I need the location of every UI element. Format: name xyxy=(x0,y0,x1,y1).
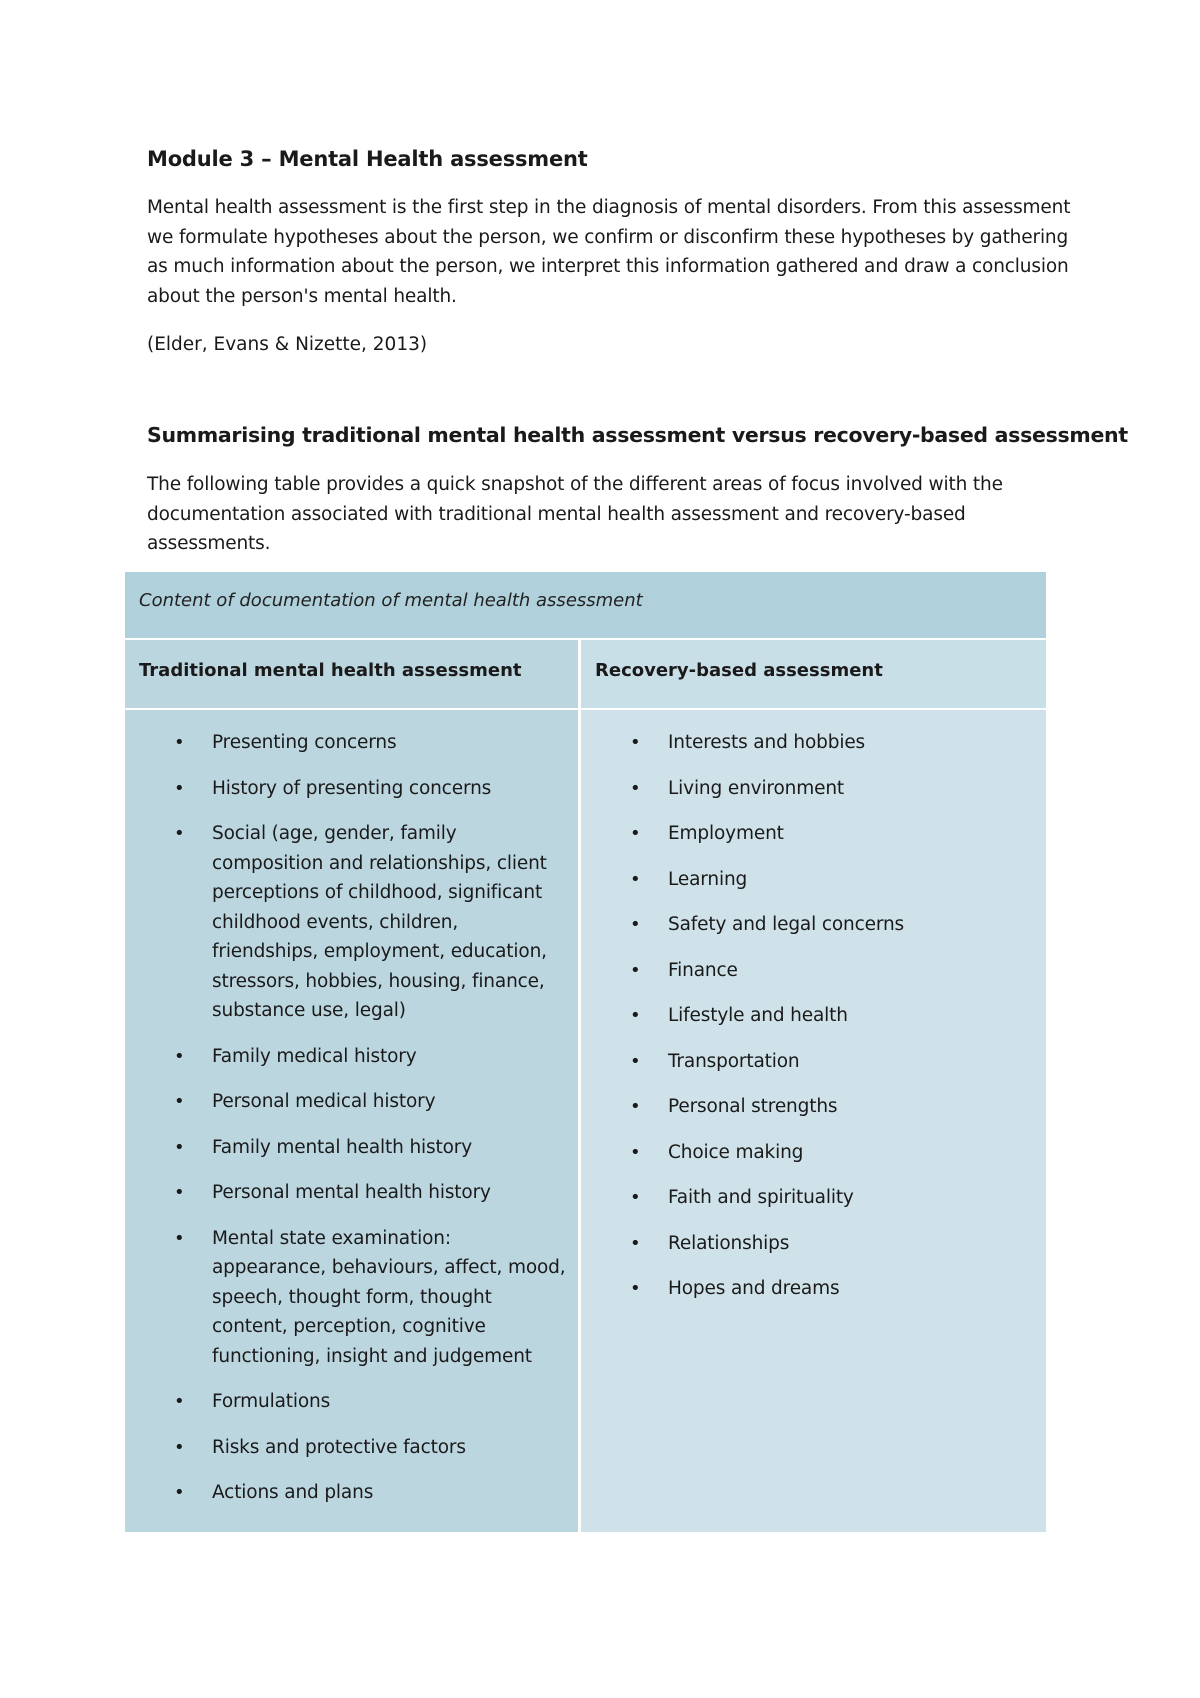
table-caption-row xyxy=(125,572,1046,638)
list-item xyxy=(125,1178,578,1208)
table-caption: Content of documentation of mental health assessment xyxy=(139,590,643,611)
list-item xyxy=(581,910,1046,940)
list-item-text: Safety and legal concerns xyxy=(668,914,905,935)
bullet-icon: • xyxy=(630,1141,641,1163)
citation: (Elder, Evans & Nizette, 2013) xyxy=(147,334,428,355)
list-item xyxy=(581,1274,1046,1304)
list-item xyxy=(581,1229,1046,1259)
list-item xyxy=(581,1183,1046,1213)
traditional-header: Traditional mental health assessment xyxy=(139,660,522,681)
section-paragraph: The following table provides a quick snapshot of the different areas of focus involved with the documentation associated with traditional mental health assessment and recovery-based assessments. xyxy=(147,474,1003,554)
list-item-text: Choice making xyxy=(668,1141,804,1163)
list-item-text: Presenting concerns xyxy=(212,732,397,753)
bullet-icon: • xyxy=(174,1391,185,1412)
bullet-icon: • xyxy=(630,959,641,981)
bullet-icon: • xyxy=(174,1045,185,1067)
bullet-icon: • xyxy=(630,777,641,799)
list-item-text: Employment xyxy=(668,823,784,844)
recovery-list-cell xyxy=(581,710,1046,1532)
traditional-list xyxy=(125,728,578,1524)
recovery-header-cell xyxy=(581,640,1046,708)
bullet-icon: • xyxy=(630,1278,641,1299)
list-item-text: Family mental health history xyxy=(212,1136,473,1158)
list-item xyxy=(125,1042,578,1072)
list-item xyxy=(125,1478,578,1508)
list-item-text: Formulations xyxy=(212,1391,331,1412)
list-item xyxy=(125,1133,578,1163)
bullet-icon: • xyxy=(174,732,185,753)
list-item xyxy=(581,1047,1046,1077)
bullet-icon: • xyxy=(630,914,641,935)
list-item-text: Learning xyxy=(668,868,748,890)
list-item-text: Actions and plans xyxy=(212,1482,374,1503)
list-item-text: Faith and spirituality xyxy=(668,1187,854,1208)
list-item-text: Personal medical history xyxy=(212,1091,436,1112)
traditional-header-cell xyxy=(125,640,578,708)
list-item xyxy=(125,728,578,758)
recovery-header: Recovery-based assessment xyxy=(595,660,883,681)
assessment-comparison-table xyxy=(125,572,1046,1532)
list-item xyxy=(581,865,1046,895)
list-item xyxy=(581,1001,1046,1031)
list-item xyxy=(581,774,1046,804)
section-title: Summarising traditional mental health assessment versus recovery-based assessment xyxy=(147,423,1128,447)
list-item-text: Social (age, gender, family composition and relationships, client perceptions of childhood, significant childhood events, children, friendships, employment, education, stressors, hobbies, housing, finance, substance use, legal) xyxy=(212,823,547,1021)
list-item-text: History of presenting concerns xyxy=(212,777,492,799)
bullet-icon: • xyxy=(174,1436,185,1458)
list-item xyxy=(581,819,1046,849)
module-title: Module 3 – Mental Health assessment xyxy=(147,147,588,171)
list-item-text: Mental state examination: appearance, behaviours, affect, mood, speech, thought form, thought content, perception, cognitive functioning, insight and judgement xyxy=(212,1227,566,1367)
bullet-icon: • xyxy=(630,1232,641,1254)
bullet-icon: • xyxy=(174,823,185,844)
list-item xyxy=(125,1224,578,1372)
list-item-text: Relationships xyxy=(668,1232,790,1254)
list-item-text: Living environment xyxy=(668,777,845,799)
bullet-icon: • xyxy=(174,777,185,799)
list-item xyxy=(581,1138,1046,1168)
recovery-list xyxy=(581,728,1046,1320)
list-item-text: Personal mental health history xyxy=(212,1182,491,1203)
bullet-icon: • xyxy=(630,1096,641,1117)
traditional-list-cell xyxy=(125,710,578,1532)
list-item-text: Family medical history xyxy=(212,1045,417,1067)
list-item xyxy=(125,1387,578,1417)
list-item-text: Transportation xyxy=(668,1050,800,1072)
list-item-text: Lifestyle and health xyxy=(668,1005,848,1026)
list-item xyxy=(581,956,1046,986)
list-item xyxy=(125,1087,578,1117)
bullet-icon: • xyxy=(174,1482,185,1503)
bullet-icon: • xyxy=(174,1182,185,1203)
bullet-icon: • xyxy=(630,868,641,890)
list-item xyxy=(581,728,1046,758)
list-item-text: Hopes and dreams xyxy=(668,1278,840,1299)
list-item xyxy=(125,774,578,804)
bullet-icon: • xyxy=(630,732,641,753)
list-item xyxy=(125,819,578,1026)
bullet-icon: • xyxy=(630,823,641,844)
bullet-icon: • xyxy=(174,1091,185,1112)
bullet-icon: • xyxy=(174,1227,185,1249)
intro-paragraph: Mental health assessment is the first step in the diagnosis of mental disorders. From this assessment we formulate hypotheses about the person, we confirm or disconfirm these hypotheses by gathering as much information about the person, we interpret this information gathered and draw a conclusion about the person's mental health. xyxy=(147,197,1071,307)
list-item-text: Personal strengths xyxy=(668,1096,838,1117)
bullet-icon: • xyxy=(630,1005,641,1026)
list-item xyxy=(125,1433,578,1463)
list-item-text: Finance xyxy=(668,959,738,981)
list-item-text: Interests and hobbies xyxy=(668,732,866,753)
bullet-icon: • xyxy=(630,1050,641,1072)
list-item-text: Risks and protective factors xyxy=(212,1436,466,1458)
bullet-icon: • xyxy=(174,1136,185,1158)
list-item xyxy=(581,1092,1046,1122)
bullet-icon: • xyxy=(630,1187,641,1208)
